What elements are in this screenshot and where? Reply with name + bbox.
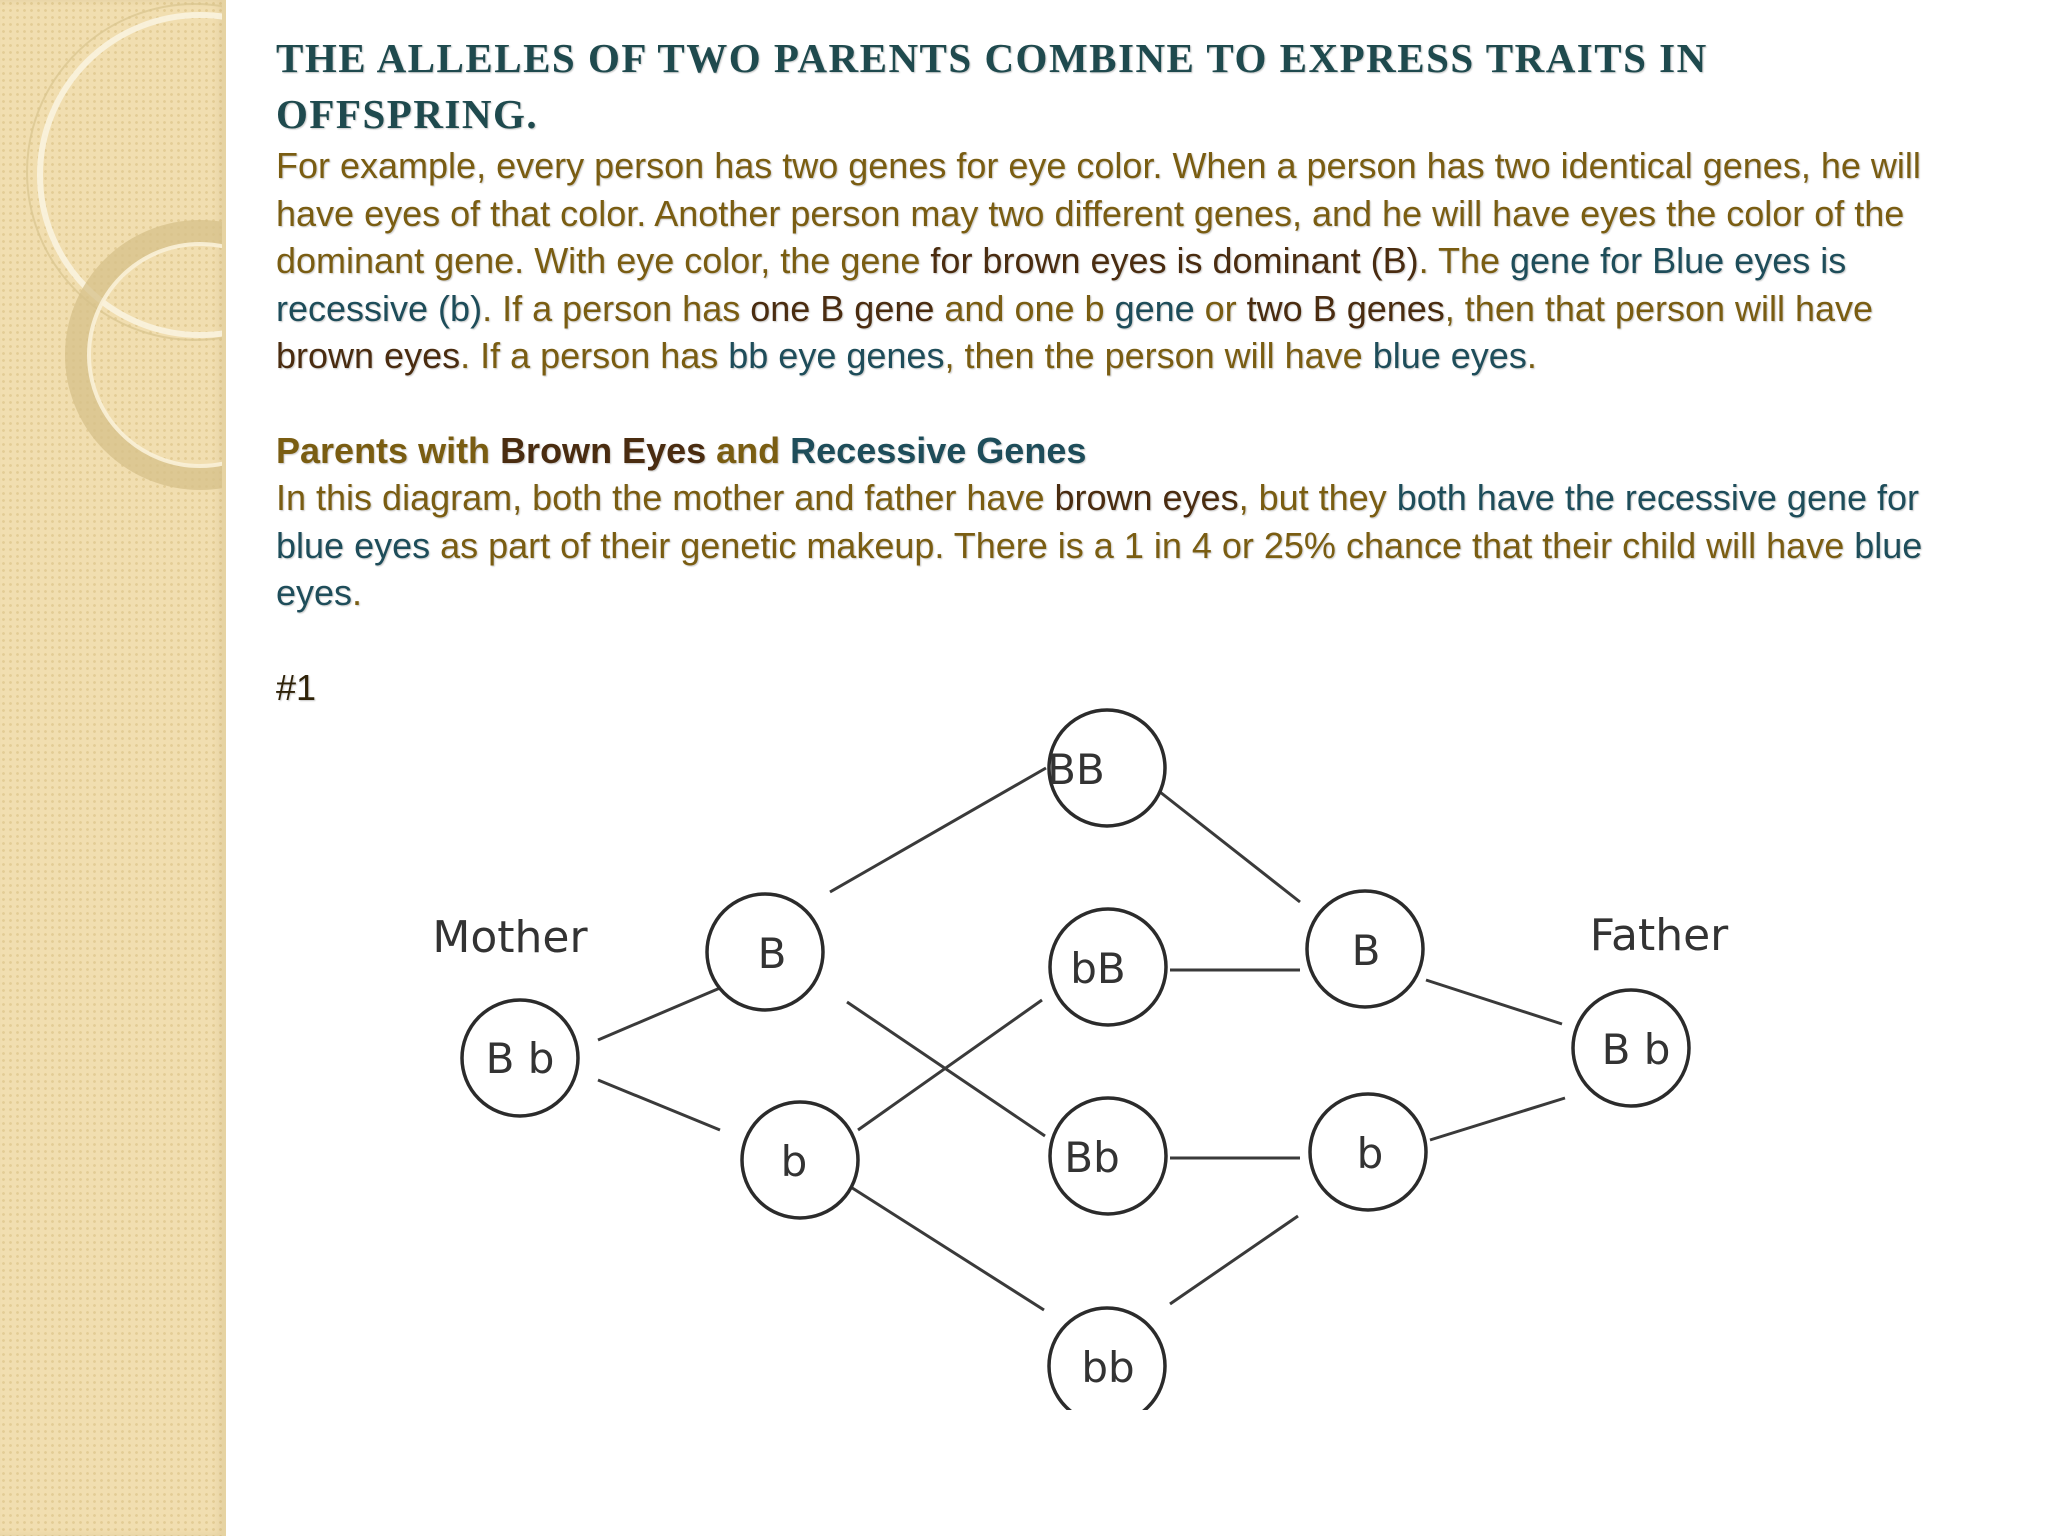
node-mother-B-text: B [757, 929, 787, 978]
subheading-run: Brown Eyes [500, 429, 707, 471]
diagram-description [276, 474, 1936, 617]
subheading-run: and [706, 429, 791, 471]
node-father-b-text: b [1356, 1129, 1384, 1178]
subheading-run: Recessive Genes [790, 429, 1087, 471]
node-mother-text: B b [485, 1034, 555, 1083]
slide-title: THE ALLELES OF TWO PARENTS COMBINE TO EXPRESS TRAITS IN OFFSPRING. [276, 35, 1708, 137]
p2-run: blue eyes [276, 524, 1923, 613]
connector-lines [598, 768, 1565, 1310]
node-Bb-text: Bb [1064, 1133, 1120, 1182]
section-subheading [276, 427, 1936, 475]
node-mother-b-text: b [780, 1137, 808, 1186]
decorative-sidebar [0, 0, 226, 1536]
p1-run: , then the person will have [944, 335, 1373, 376]
line-b-to-bb [846, 1184, 1044, 1310]
p2-run: as part of their genetic makeup. There is a 1 in 4 or 25% chance that their child will have [430, 524, 1855, 566]
p1-run: gene for Blue eyes is recessive (b) [276, 240, 1847, 329]
punnett-inheritance-diagram [400, 690, 1760, 1410]
p1-run: blue eyes [1372, 335, 1527, 376]
slide-content [276, 30, 1936, 711]
p1-run: two B genes [1246, 287, 1445, 329]
p1-run: For example, every person has two genes for eye color. When a person has two identical genes, he will have eyes of that color. Another person may two different genes, and he will have eyes the color of the dominant gene. With eye color, the gene [276, 145, 1921, 281]
p1-run: brown eyes [276, 335, 461, 376]
line-fb-to-father [1430, 1098, 1565, 1140]
p1-run: bb eye genes [728, 335, 945, 376]
line-mother-to-b [598, 1080, 720, 1130]
p2-run: In this diagram, both the mother and father have [276, 477, 1055, 518]
subheading-run: Parents with [276, 429, 501, 471]
node-circles [462, 710, 1689, 1410]
p1-run: or [1194, 287, 1247, 329]
line-b-to-bB [858, 1000, 1042, 1130]
p1-run: for brown eyes is dominant (B) [930, 240, 1419, 281]
node-father-text: B b [1601, 1025, 1671, 1074]
line-BB-to-fB [1160, 792, 1300, 902]
line-mother-to-B [598, 988, 720, 1040]
p2-run: . [352, 572, 363, 613]
p2-run: both have the recessive gene for blue eyes [276, 477, 1920, 566]
p1-run: gene [1114, 287, 1195, 329]
mother-label: Mother [432, 912, 588, 963]
line-B-to-BB [830, 768, 1046, 892]
line-bb-to-fb [1170, 1216, 1298, 1304]
node-father-B-text: B [1351, 926, 1381, 975]
p1-run: one B gene [750, 287, 935, 329]
father-label: Father [1589, 910, 1729, 961]
line-fB-to-father [1426, 980, 1562, 1024]
p1-run: and one b [934, 287, 1115, 329]
p1-run: . If a person has [482, 287, 751, 329]
p1-run: . The [1418, 240, 1511, 281]
p2-run: brown eyes [1054, 477, 1239, 518]
node-BB-text: BB [1047, 745, 1105, 794]
p1-run: . [1526, 335, 1537, 376]
node-bB-text: bB [1070, 944, 1126, 993]
decorative-rings [0, 0, 226, 1536]
p1-run: , then that person will have [1444, 287, 1874, 329]
figure-number: #1 [276, 666, 317, 708]
p2-run: , but they [1238, 477, 1397, 518]
intro-paragraph [276, 142, 1936, 380]
p1-run: . If a person has [460, 335, 729, 376]
node-bb-text: bb [1081, 1343, 1135, 1392]
